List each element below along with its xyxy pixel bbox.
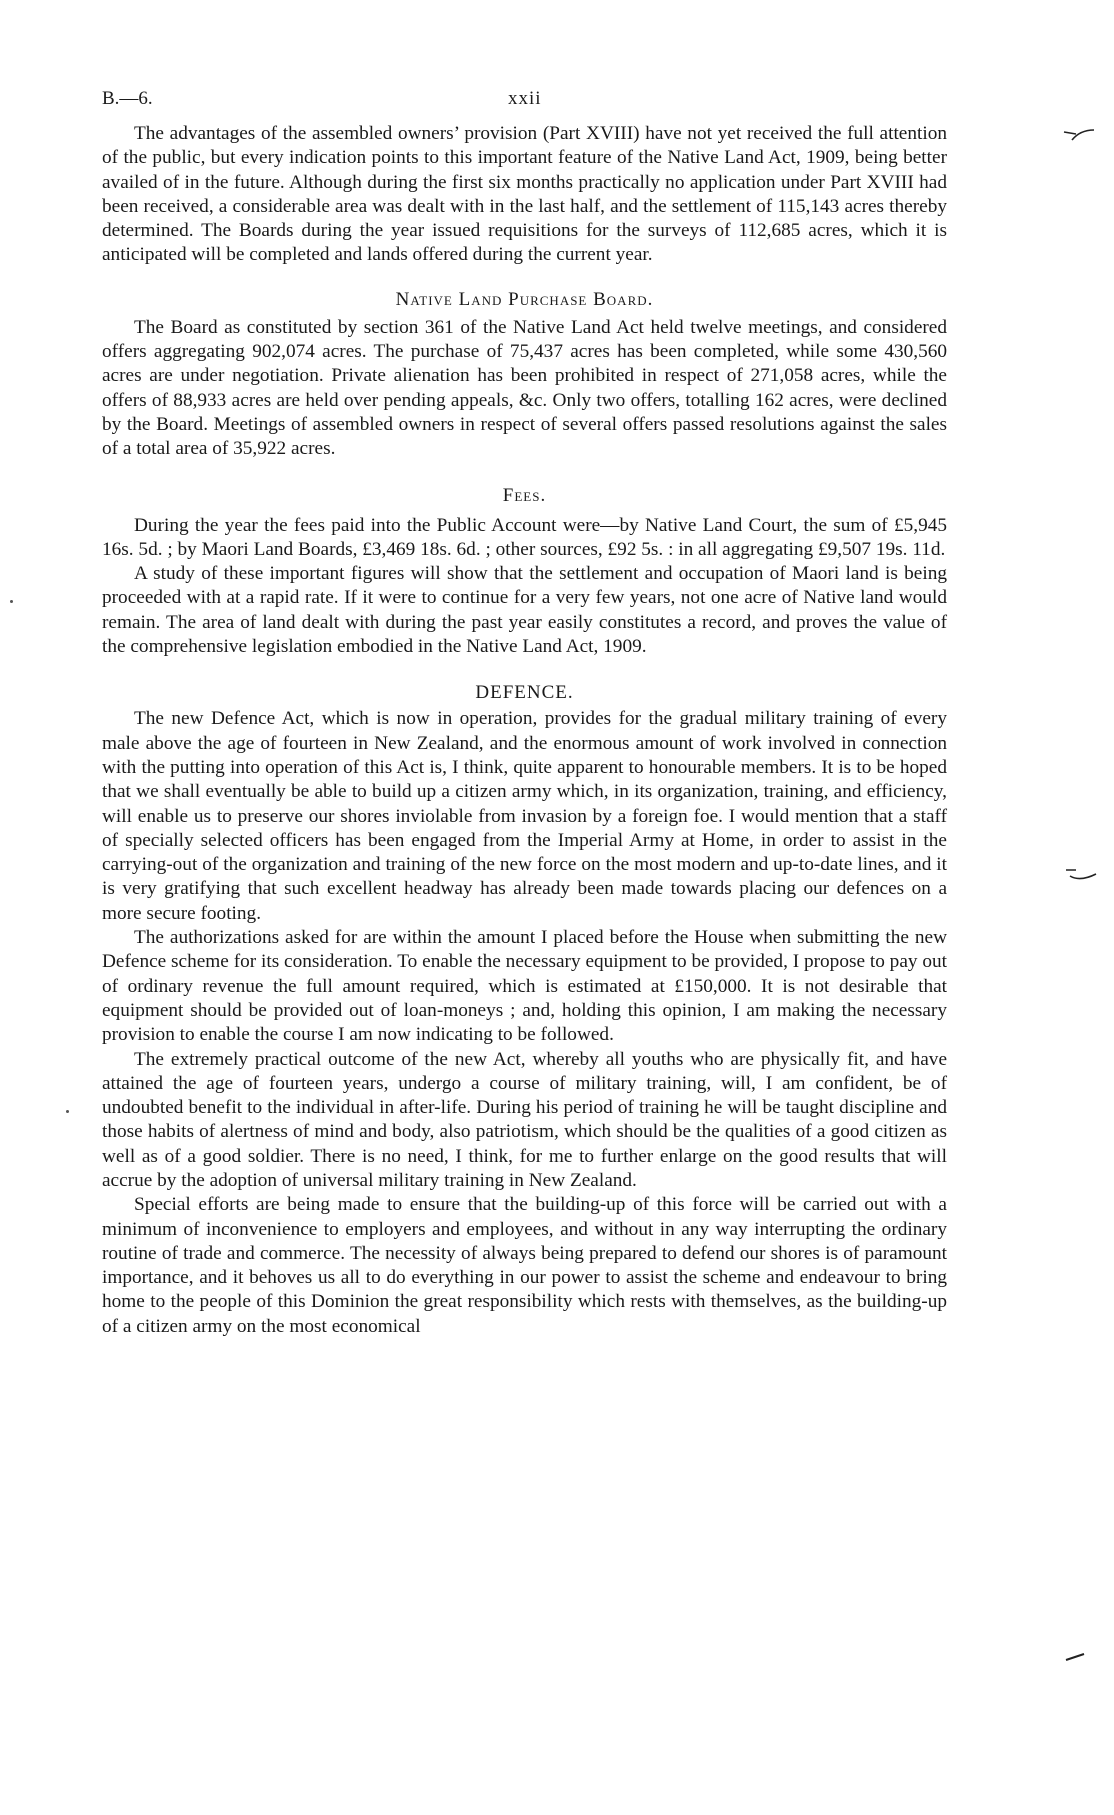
section-heading-defence: DEFENCE. xyxy=(475,682,574,704)
page-number: xxii xyxy=(508,88,542,109)
margin-tick-mark-icon xyxy=(1064,1650,1086,1664)
margin-speck xyxy=(10,600,13,603)
margin-tick-mark-icon xyxy=(1064,866,1098,888)
paragraph-defence-4: Special efforts are being made to ensure that the building-up of this force will be carried out with a minimum of inconvenience to employers and employees, and without in any way interrupting the ordinary routine of trade and commerce. The necessity of always being prepared to defend our shores is of paramount importance, and it behoves us all to do everything in our power to assist the scheme and endeavour to bring home to the people of this Dominion the great responsibility which rests with themselves, as the building-up of a citizen army on the most economical xyxy=(102,1194,947,1337)
section-heading-native-land-purchase-board: Native Land Purchase Board. xyxy=(395,288,654,310)
paragraph-native-land-purchase-board: The Board as constituted by section 361 of the Native Land Act held twelve meetings, and considered offers aggregating 902,074 acres. The purchase of 75,437 acres has been completed, while some 430,560 acres are under negotiation. Private alienation has been prohibited in respect of 271,058 acres, while the offers of 88,933 acres are held over pending appeals, &c. Only two offers, totalling 162 acres, were declined by the Board. Meetings of assembled owners in respect of several offers passed resolutions against the sales of a total area of 35,922 acres. xyxy=(102,316,947,460)
margin-speck xyxy=(66,1110,69,1113)
margin-tick-mark-icon xyxy=(1062,126,1096,148)
paragraph-fees-1: During the year the fees paid into the Public Account were—by Native Land Court, the sum of £5,945 16s. 5d. ; by Maori Land Boards, £3,469 18s. 6d. ; other sources, £92 5s. : in all aggregating £9,507 19s. 11d. xyxy=(102,514,947,560)
document-reference: B.—6. xyxy=(102,88,153,109)
document-page xyxy=(102,88,947,1339)
paragraph-defence-3: The extremely practical outcome of the new Act, whereby all youths who are physically fit, and have attained the age of fourteen years, undergo a course of military training, will, I am confident, be of undoubted benefit to the individual in after-life. During his period of training he will be taught discipline and those habits of alertness of mind and body, also patriotism, which should be the qualities of a good citizen as well as of a good soldier. There is no need, I think, for me to further enlarge on the good results that will accrue by the adoption of universal military training in New Zealand. xyxy=(102,1048,947,1191)
paragraph-defence-1: The new Defence Act, which is now in operation, provides for the gradual military training of every male above the age of fourteen in New Zealand, and the enormous amount of work involved in connection with the putting into operation of this Act is, I think, quite apparent to honourable members. It is to be hoped that we shall eventually be able to build up a citizen army which, in its organization, training, and efficiency, will enable us to preserve our shores inviolable from invasion by a foreign foe. I would mention that a staff of specially selected officers has been engaged from the Imperial Army at Home, in order to assist in the carrying-out of the organization and training of the new force on the most modern and up-to-date lines, and it is very gratifying that such excellent headway has already been made towards placing our defences on a more secure footing. xyxy=(102,708,947,924)
paragraph-assembled-owners: The advantages of the assembled owners’ provision (Part XVIII) have not yet received the full attention of the public, but every indication points to this important feature of the Native Land Act, 1909, being better availed of in the future. Although during the first six months practically no application under Part XVIII had been received, a considerable area was dealt with in the last half, and the settlement of 115,143 acres thereby determined. The Boards during the year issued requisitions for the surveys of 112,685 acres, which it is anticipated will be completed and lands offered during the current year. xyxy=(102,123,947,266)
paragraph-defence-2: The authorizations asked for are within the amount I placed before the House when submitting the new Defence scheme for its consideration. To enable the necessary equipment to be provided, I propose to pay out of ordinary revenue the full amount required, which is estimated at £150,000. It is not desirable that equipment should be provided out of loan-moneys ; and, holding this opinion, I am making the necessary provision to enable the course I am now indicating to be followed. xyxy=(102,927,947,1046)
paragraph-fees-2: A study of these important figures will show that the settlement and occupation of Maori land is being proceeded with at a rapid rate. If it were to continue for a very few years, not one acre of Native land would remain. The area of land dealt with during the past year easily constitutes a record, and proves the value of the comprehensive legislation embodied in the Native Land Act, 1909. xyxy=(102,563,947,658)
section-heading-fees: Fees. xyxy=(502,484,547,506)
page-header xyxy=(102,88,947,122)
